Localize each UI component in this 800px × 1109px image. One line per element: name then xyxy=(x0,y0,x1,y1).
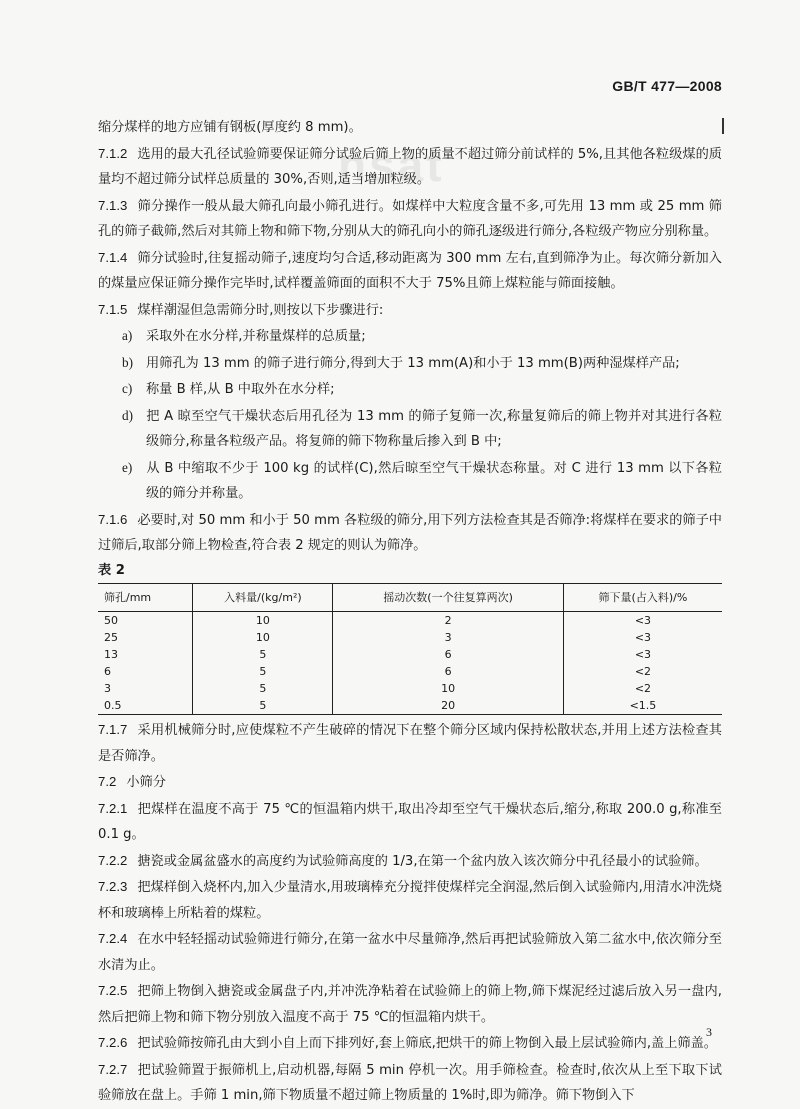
clause-7-1-7 xyxy=(98,717,722,769)
table-header-row xyxy=(98,583,722,612)
clause-text: 必要时,对 50 mm 和小于 50 mm 各粒级的筛分,用下列方法检查其是否筛净:将煤样在要求的筛子中过筛后,取部分筛上物检查,符合表 2 规定的则认为筛净。 xyxy=(98,512,722,553)
column-header: 筛下量(占入料)/% xyxy=(563,583,722,612)
section-number: 7.2 xyxy=(98,774,117,789)
table-cell: 3 xyxy=(333,629,563,646)
table-cell: <2 xyxy=(563,680,722,697)
clause-text: 把筛上物倒入搪瓷或金属盘子内,并冲洗净粘着在试验筛上的筛上物,筛下煤泥经过滤后放入另一盘内,然后把筛上物和筛下物分别放入温度不高于 75 ℃的恒温箱内烘干。 xyxy=(98,984,722,1025)
clause-text: 把试验筛置于振筛机上,启动机器,每隔 5 min 停机一次。用手筛检查。检查时,依次从上至下取下试验筛放在盘上。手筛 1 min,筛下物质量不超过筛上物质量的 1%时,即为筛净。筛下物倒入下 xyxy=(98,1062,722,1103)
section-title: 小筛分 xyxy=(126,775,166,790)
list-item xyxy=(122,323,722,350)
table-cell: <1.5 xyxy=(563,697,722,715)
clause-7-1-6 xyxy=(98,507,722,559)
table-cell: 3 xyxy=(104,682,111,695)
table-row xyxy=(98,612,722,630)
list-item-label: e) xyxy=(122,459,133,475)
table-cell: 2 xyxy=(333,612,563,630)
table-cell: 50 xyxy=(104,614,118,627)
table-cell: 10 xyxy=(333,680,563,697)
table-cell: <3 xyxy=(563,612,722,630)
clause-text: 煤样潮湿但急需筛分时,则按以下步骤进行: xyxy=(137,302,384,318)
clause-7-2-1 xyxy=(98,796,722,848)
table-cell: 0.5 xyxy=(104,699,122,712)
clause-7-1-4 xyxy=(98,245,722,297)
clause-7-2-6 xyxy=(98,1030,722,1057)
column-header: 摇动次数(一个往复算两次) xyxy=(333,583,563,612)
clause-number: 7.1.3 xyxy=(98,197,128,213)
table-row xyxy=(98,680,722,697)
section-7-2-heading xyxy=(98,769,722,796)
table-cell: 10 xyxy=(193,612,333,630)
list-item-label: a) xyxy=(122,328,133,343)
clause-number: 7.1.2 xyxy=(98,145,128,161)
clause-number: 7.1.5 xyxy=(98,301,128,317)
clause-number: 7.2.7 xyxy=(98,1061,128,1077)
table-cell: 5 xyxy=(193,646,333,663)
clause-7-1-2 xyxy=(98,141,722,193)
list-item-text: 采取外在水分样,并称量煤样的总质量; xyxy=(146,329,366,344)
clause-text: 把煤样在温度不高于 75 ℃的恒温箱内烘干,取出冷却至空气干燥状态后,缩分,称取 200.0 g,称准至 0.1 g。 xyxy=(98,801,722,842)
clause-number: 7.2.5 xyxy=(98,983,128,998)
table-cell: 13 xyxy=(104,648,118,661)
clause-text: 筛分试验时,往复摇动筛子,速度均匀合适,移动距离为 300 mm 左右,直到筛净为止。每次筛分新加入的煤量应保证筛分操作完毕时,试样覆盖筛面的面积不大于 75%且筛上煤粒能与筛面接触。 xyxy=(98,250,722,291)
table-cell: <3 xyxy=(563,629,722,646)
table-cell: <3 xyxy=(563,646,722,663)
list-item-text: 称量 B 样,从 B 中取外在水分样; xyxy=(146,382,335,397)
list-item xyxy=(122,455,722,507)
table-row xyxy=(98,629,722,646)
table-cell: 5 xyxy=(193,680,333,697)
list-item xyxy=(122,376,722,403)
watermark: nsat xyxy=(338,139,445,191)
clause-text: 在水中轻轻摇动试验筛进行筛分,在第一盆水中尽量筛净,然后再把试验筛放入第二盆水中,依次筛分至水清为止。 xyxy=(98,932,722,973)
table-row xyxy=(98,646,722,663)
clause-text: 筛分操作一般从最大筛孔向最小筛孔进行。如煤样中大粒度含量不多,可先用 13 mm 或 25 mm 筛孔的筛子截筛,然后对其筛上物和筛下物,分别从大的筛孔向小的筛孔逐级进行筛分,各粒级产物应分别称量。 xyxy=(98,198,722,239)
page-number: 3 xyxy=(706,1025,712,1039)
clause-7-2-7 xyxy=(98,1057,722,1109)
clause-text: 采用机械筛分时,应使煤粒不产生破碎的情况下在整个筛分区域内保持松散状态,并用上述方法检查其是否筛净。 xyxy=(98,723,722,764)
sieving-table xyxy=(98,583,722,716)
list-item-label: b) xyxy=(122,354,133,370)
clause-number: 7.1.6 xyxy=(98,511,128,527)
clause-number: 7.2.4 xyxy=(98,931,128,946)
scan-edge-mark xyxy=(722,118,724,134)
table-cell: 6 xyxy=(333,646,563,663)
paragraph-continuation: 缩分煤样的地方应铺有钢板(厚度约 8 mm)。 xyxy=(98,120,362,135)
clause-7-1-3 xyxy=(98,193,722,245)
list-item xyxy=(122,403,722,455)
column-header: 筛孔/mm xyxy=(98,583,193,612)
table-title: 表 2 xyxy=(98,562,125,578)
clause-number: 7.2.1 xyxy=(98,800,128,816)
table-cell: 20 xyxy=(333,697,563,715)
table-row xyxy=(98,697,722,715)
list-item-label: d) xyxy=(122,407,133,423)
clause-text: 把试验筛按筛孔由大到小自上而下排列好,套上筛底,把烘干的筛上物倒入最上层试验筛内,盖上筛盖。 xyxy=(137,1036,717,1051)
clause-text: 把煤样倒入烧杯内,加入少量清水,用玻璃棒充分搅拌使煤样完全润湿,然后倒入试验筛内,用清水冲洗烧杯和玻璃棒上所粘着的煤粒。 xyxy=(98,880,722,921)
list-item-text: 从 B 中缩取不少于 100 kg 的试样(C),然后晾至空气干燥状态称量。对 C 进行 13 mm 以下各粒级的筛分并称量。 xyxy=(146,460,722,501)
table-cell: 6 xyxy=(104,665,111,678)
column-header: 入料量/(kg/m²) xyxy=(193,583,333,612)
table-cell: 25 xyxy=(104,631,118,644)
clause-7-2-2 xyxy=(98,848,722,875)
clause-number: 7.1.4 xyxy=(98,249,128,265)
table-cell: <2 xyxy=(563,663,722,680)
clause-7-2-3 xyxy=(98,874,722,926)
clause-text: 搪瓷或金属盆盛水的高度约为试验筛高度的 1/3,在第一个盆内放入该次筛分中孔径最小的试验筛。 xyxy=(137,853,708,869)
list-item xyxy=(122,350,722,377)
document-body xyxy=(98,115,722,1109)
list-item-label: c) xyxy=(122,381,133,396)
list-item-text: 用筛孔为 13 mm 的筛子进行筛分,得到大于 13 mm(A)和小于 13 mm(B)两种湿煤样产品; xyxy=(146,355,680,371)
clause-7-2-5 xyxy=(98,978,722,1030)
list-item-text: 把 A 晾至空气干燥状态后用孔径为 13 mm 的筛子复筛一次,称量复筛后的筛上物并对其进行各粒级筛分,称量各粒级产品。将复筛的筛下物称量后掺入到 B 中; xyxy=(146,408,722,449)
table-cell: 5 xyxy=(193,663,333,680)
step-list xyxy=(98,323,722,507)
clause-number: 7.2.6 xyxy=(98,1035,128,1050)
clause-number: 7.1.7 xyxy=(98,722,128,737)
table-row xyxy=(98,663,722,680)
clause-number: 7.2.2 xyxy=(98,852,128,868)
clause-text: 选用的最大孔径试验筛要保证筛分试验后筛上物的质量不超过筛分前试样的 5%,且其他各粒级煤的质量均不超过筛分试样总质量的 30%,否则,适当增加粒级。 xyxy=(98,146,722,187)
table-cell: 5 xyxy=(193,697,333,715)
table-cell: 6 xyxy=(333,663,563,680)
table-cell: 10 xyxy=(193,629,333,646)
standard-number: GB/T 477—2008 xyxy=(612,78,722,94)
clause-number: 7.2.3 xyxy=(98,879,128,894)
clause-7-2-4 xyxy=(98,926,722,978)
clause-7-1-5 xyxy=(98,297,722,324)
